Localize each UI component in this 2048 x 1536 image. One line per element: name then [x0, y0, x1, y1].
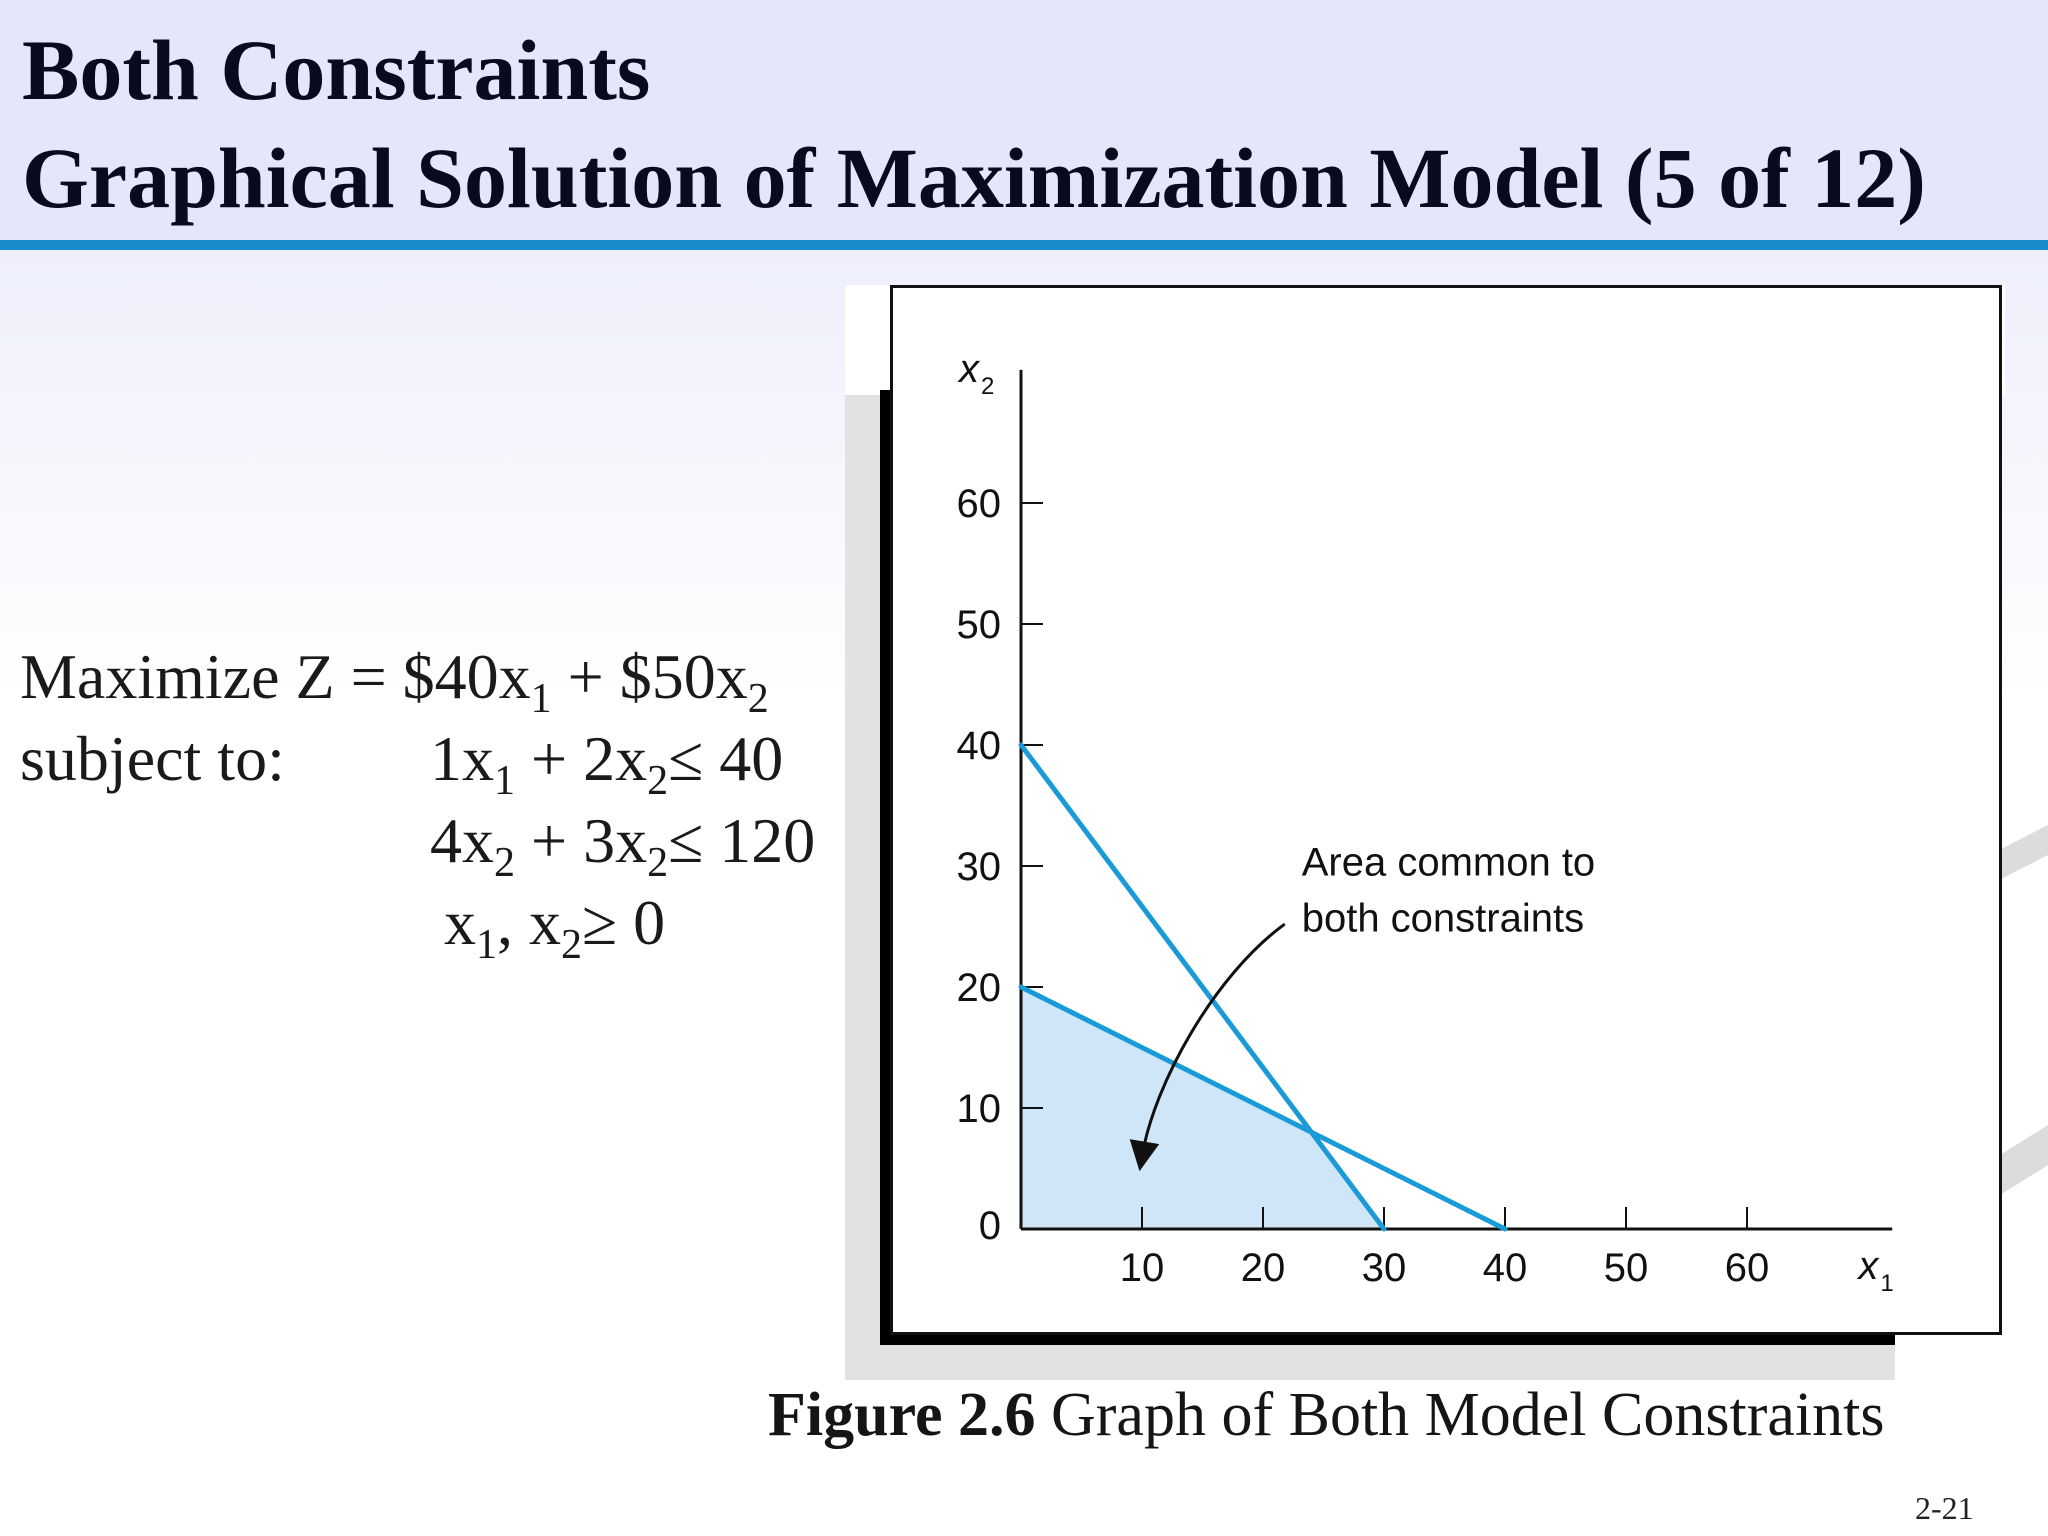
y-tick-label-30: 30 [956, 845, 1001, 889]
objective-text-2: + $50x [551, 641, 748, 712]
feasible-region [1021, 987, 1384, 1229]
x-tick-label-10: 10 [1119, 1246, 1165, 1290]
nn-sub-2: 2 [561, 922, 582, 968]
y-tick-label-60: 60 [956, 482, 1001, 526]
figure-caption [768, 1380, 1885, 1451]
figure-caption-text: Graph of Both Model Constraints [1035, 1381, 1885, 1449]
objective-function [20, 640, 769, 723]
x-axis-label: x [1858, 1244, 1879, 1288]
c2-text-a: 4x [430, 805, 494, 876]
annotation-line-1: Area common to [1301, 840, 1596, 885]
c1-sub-1: 1 [494, 758, 515, 804]
y-tick-label-0: 0 [978, 1204, 1001, 1248]
objective-sub-1: 1 [530, 676, 552, 722]
y-tick-label-10: 10 [956, 1087, 1001, 1131]
nn-sub-1: 1 [476, 922, 497, 968]
c1-sub-2: 2 [647, 758, 669, 804]
constraint-2 [430, 804, 815, 887]
constraint-1 [430, 722, 783, 805]
x-tick-label-40: 40 [1482, 1246, 1528, 1290]
x-tick-label-30: 30 [1361, 1246, 1407, 1290]
figure-caption-label: Figure 2.6 [768, 1381, 1036, 1449]
constraints-chart [893, 288, 1999, 1332]
chart-figure [890, 285, 2002, 1335]
c2-text-b: + 3x [515, 805, 648, 876]
annotation-line-2: both constraints [1301, 896, 1585, 941]
x-tick-label-60: 60 [1724, 1246, 1770, 1290]
c2-sub-2: 2 [647, 840, 669, 886]
page-number: 2-21 [1915, 1490, 1974, 1526]
slide-title-line-2: Graphical Solution of Maximization Model (5 of 12) [22, 130, 1926, 226]
y-axis-label-sub: 2 [981, 373, 995, 400]
nn-text-c: ≥ 0 [582, 887, 666, 958]
c2-text-c: ≤ 120 [668, 805, 816, 876]
subject-to-label: subject to: [20, 723, 285, 794]
non-negativity [444, 886, 665, 969]
c1-text-a: 1x [430, 723, 494, 794]
objective-sub-2: 2 [747, 676, 769, 722]
c1-text-c: ≤ 40 [668, 723, 784, 794]
y-axis-label: x [959, 347, 979, 391]
header-rule [0, 240, 2048, 250]
y-tick-label-40: 40 [956, 724, 1001, 768]
c2-sub-1: 2 [494, 840, 515, 886]
c1-text-b: + 2x [515, 723, 648, 794]
x-axis-label-sub: 1 [1880, 1270, 1894, 1297]
y-tick-label-50: 50 [956, 603, 1001, 647]
nn-text-b: , x [497, 887, 561, 958]
x-tick-label-50: 50 [1603, 1246, 1649, 1290]
objective-text-1: Maximize Z = $40x [20, 641, 531, 712]
x-tick-label-20: 20 [1240, 1246, 1286, 1290]
nn-text-a: x [444, 887, 476, 958]
slide-title-line-1: Both Constraints [22, 22, 651, 118]
y-tick-label-20: 20 [956, 966, 1001, 1010]
